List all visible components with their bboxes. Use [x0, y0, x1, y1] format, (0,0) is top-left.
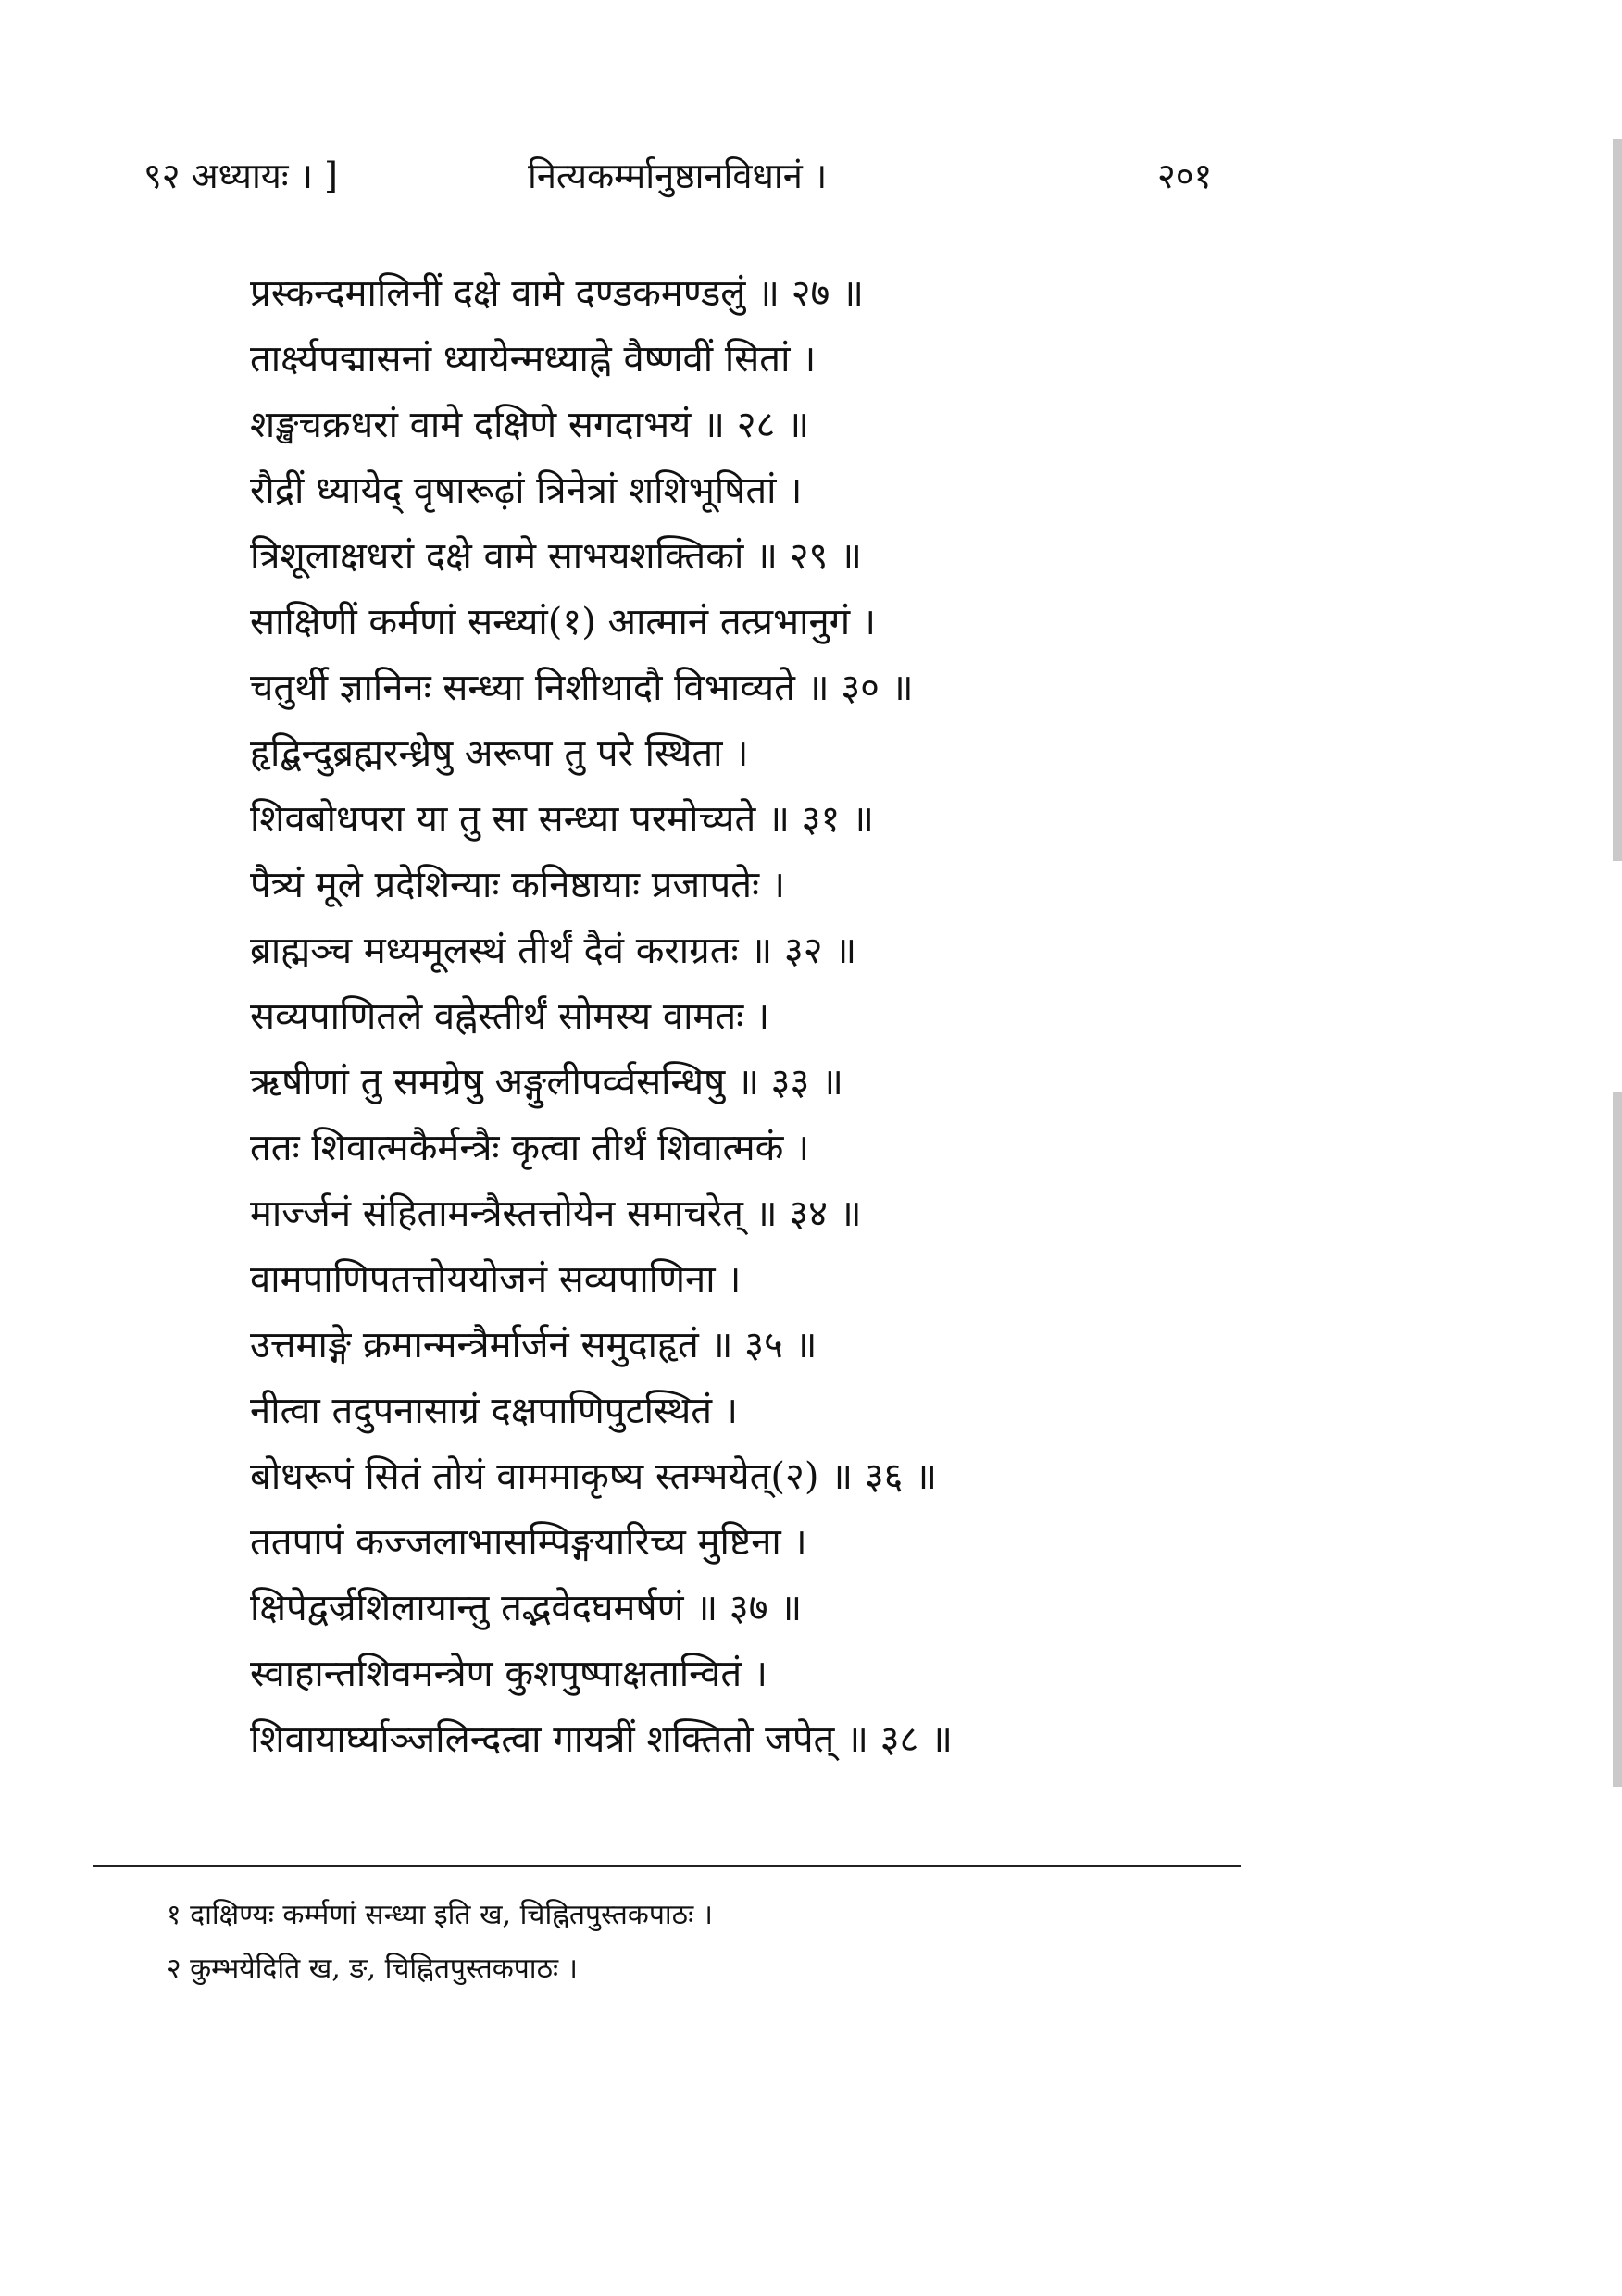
verse-line: प्रस्कन्दमालिनीं दक्षे वामे दण्डकमण्डलुं ॥ २७ ॥ — [250, 272, 865, 315]
footnote: १ दाक्षिण्यः कर्म्मणां सन्ध्या इति ख, चिह्नितपुस्तकपाठः । — [167, 1899, 714, 1931]
running-title: नित्यकर्म्मानुष्ठानविधानं । — [528, 156, 828, 196]
verse-line: चतुर्थी ज्ञानिनः सन्ध्या निशीथादौ विभाव्यते ॥ ३० ॥ — [250, 667, 914, 709]
verse-line: ब्राह्मञ्च मध्यमूलस्थं तीर्थं दैवं कराग्रतः ॥ ३२ ॥ — [250, 930, 857, 972]
verse-line: तार्क्ष्यपद्मासनां ध्यायेन्मध्याह्ने वैष्णवीं सितां । — [250, 338, 817, 381]
footnote: २ कुम्भयेदिति ख, ङ, चिह्नितपुस्तकपाठः । — [167, 1953, 578, 1985]
running-header — [0, 148, 1622, 204]
verse-line: रौद्रीं ध्यायेद् वृषारूढ़ां त्रिनेत्रां शशिभूषितां । — [250, 469, 803, 512]
verse-line: शिवबोधपरा या तु सा सन्ध्या परमोच्यते ॥ ३१ ॥ — [250, 798, 874, 841]
verse-line: उत्तमाङ्गे क्रमान्मन्त्रैर्मार्जनं समुदाहृतं ॥ ३५ ॥ — [250, 1324, 817, 1366]
verse-line: पैत्र्यं मूले प्रदेशिन्याः कनिष्ठायाः प्रजापतेः । — [250, 864, 786, 906]
verse-line: ऋषीणां तु समग्रेषु अङ्गुलीपर्व्वसन्धिषु ॥ ३३ ॥ — [250, 1061, 843, 1104]
verse-line: नीत्वा तदुपनासाग्रं दक्षपाणिपुटस्थितं । — [250, 1390, 738, 1432]
scan-edge-mark — [1613, 1092, 1622, 1787]
verse-block — [250, 261, 1454, 1773]
verse-line: सव्यपाणितले वह्नेस्तीर्थं सोमस्य वामतः । — [250, 995, 770, 1038]
scan-edge-mark — [1613, 139, 1622, 861]
verse-line: त्रिशूलाक्षधरां दक्षे वामे साभयशक्तिकां ॥ २९ ॥ — [250, 535, 862, 578]
verse-line: शिवायार्घ्याञ्जलिन्दत्वा गायत्रीं शक्तितो जपेत् ॥ ३८ ॥ — [250, 1718, 954, 1761]
verse-line: क्षिपेद्वर्ज्रशिलायान्तु तद्भवेदघमर्षणं ॥ ३७ ॥ — [250, 1587, 803, 1629]
verse-line: शङ्खचक्रधरां वामे दक्षिणे सगदाभयं ॥ २८ ॥ — [250, 404, 809, 446]
verse-line: ततः शिवात्मकैर्मन्त्रैः कृत्वा तीर्थं शिवात्मकं । — [250, 1127, 810, 1169]
verse-line: हृद्बिन्दुब्रह्मरन्ध्रेषु अरूपा तु परे स्थिता । — [250, 732, 749, 775]
page-number: २०१ — [1157, 156, 1213, 196]
verse-line: वामपाणिपतत्तोययोजनं सव्यपाणिना । — [250, 1258, 742, 1301]
verse-line: बोधरूपं सितं तोयं वाममाकृष्य स्तम्भयेत्(२) ॥ ३६ ॥ — [250, 1455, 938, 1498]
chapter-label: ९२ अध्यायः । ] — [143, 156, 338, 196]
footnote-block — [167, 1889, 1278, 1996]
verse-line: मार्ज्जनं संहितामन्त्रैस्तत्तोयेन समाचरेत् ॥ ३४ ॥ — [250, 1192, 862, 1235]
verse-line: स्वाहान्तशिवमन्त्रेण कुशपुष्पाक्षतान्वितं । — [250, 1653, 767, 1695]
verse-line: ततपापं कज्जलाभासम्पिङ्गयारिच्य मुष्टिना । — [250, 1521, 807, 1564]
footnote-divider — [93, 1865, 1241, 1867]
verse-line: साक्षिणीं कर्मणां सन्ध्यां(१) आत्मानं तत्प्रभानुगं । — [250, 601, 877, 643]
